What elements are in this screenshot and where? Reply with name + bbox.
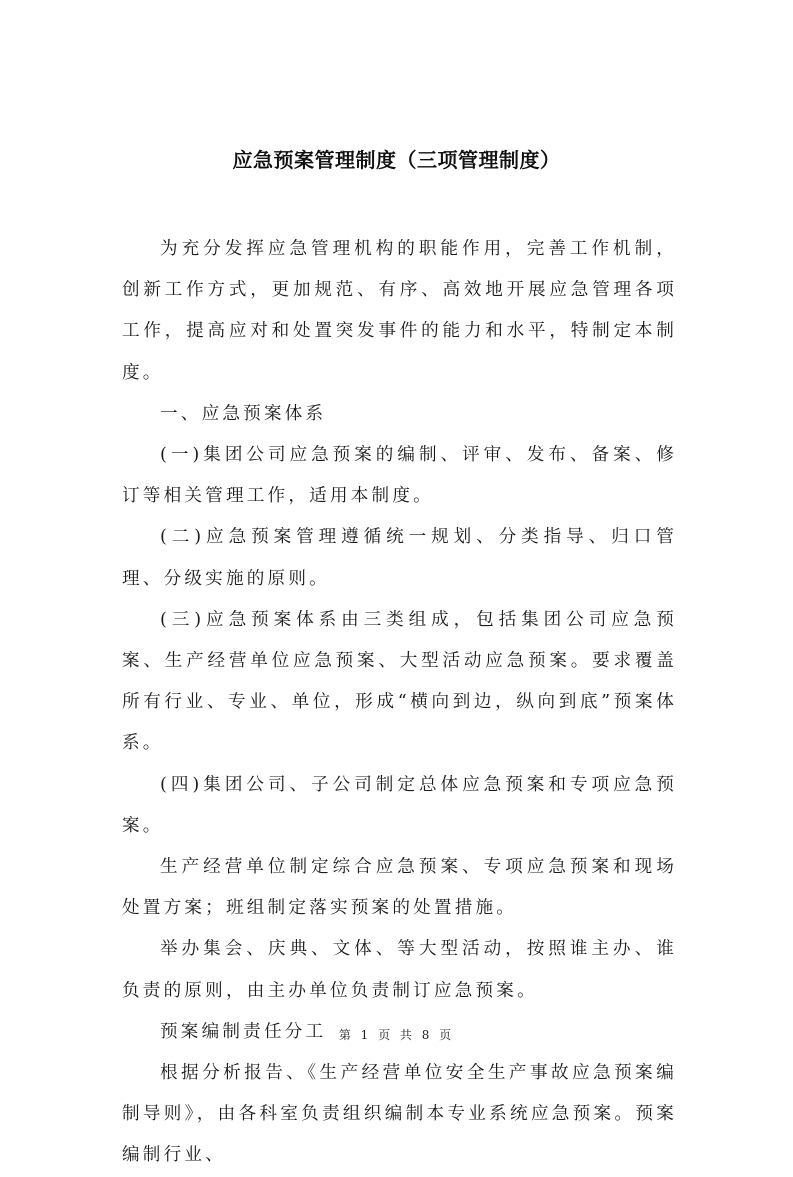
paragraph-large-events: 举办集会、庆典、文体、等大型活动，按照谁主办、谁负责的原则，由主办单位负责制订应急预案。 [122,939,677,1001]
paragraph-item-1: (一)集团公司应急预案的编制、评审、发布、备案、修订等相关管理工作，适用本制度。 [122,445,677,507]
page-number-footer: 第 1 页 共 8 页 [338,1028,455,1042]
subheading-responsibility-division: 预案编制责任分工 [160,1021,327,1042]
paragraph-item-3: (三)应急预案体系由三类组成，包括集团公司应急预案、生产经营单位应急预案、大型活动应急预案。要求覆盖所有行业、专业、单位，形成“横向到边，纵向到底”预案体系。 [122,609,677,754]
paragraph-production-units: 生产经营单位制定综合应急预案、专项应急预案和现场处置方案；班组制定落实预案的处置措施。 [122,857,677,919]
document-title: 应急预案管理制度（三项管理制度） [232,148,561,172]
paragraph-item-2: (二)应急预案管理遵循统一规划、分类指导、归口管理、分级实施的原则。 [122,527,677,589]
paragraph-intro: 为充分发挥应急管理机构的职能作用，完善工作机制，创新工作方式，更加规范、有序、高效地开展应急管理各项工作，提高应对和处置突发事件的能力和水平，特制定本制度。 [122,239,677,383]
paragraph-compilation-basis: 根据分析报告、《生产经营单位安全生产事故应急预案编制导则》，由各科室负责组织编制本专业系统应急预案。预案编制行业、 [122,1063,677,1166]
section-heading-emergency-plan-system: 一、应急预案体系 [160,403,327,424]
paragraph-item-4: (四)集团公司、子公司制定总体应急预案和专项应急预案。 [122,774,677,836]
